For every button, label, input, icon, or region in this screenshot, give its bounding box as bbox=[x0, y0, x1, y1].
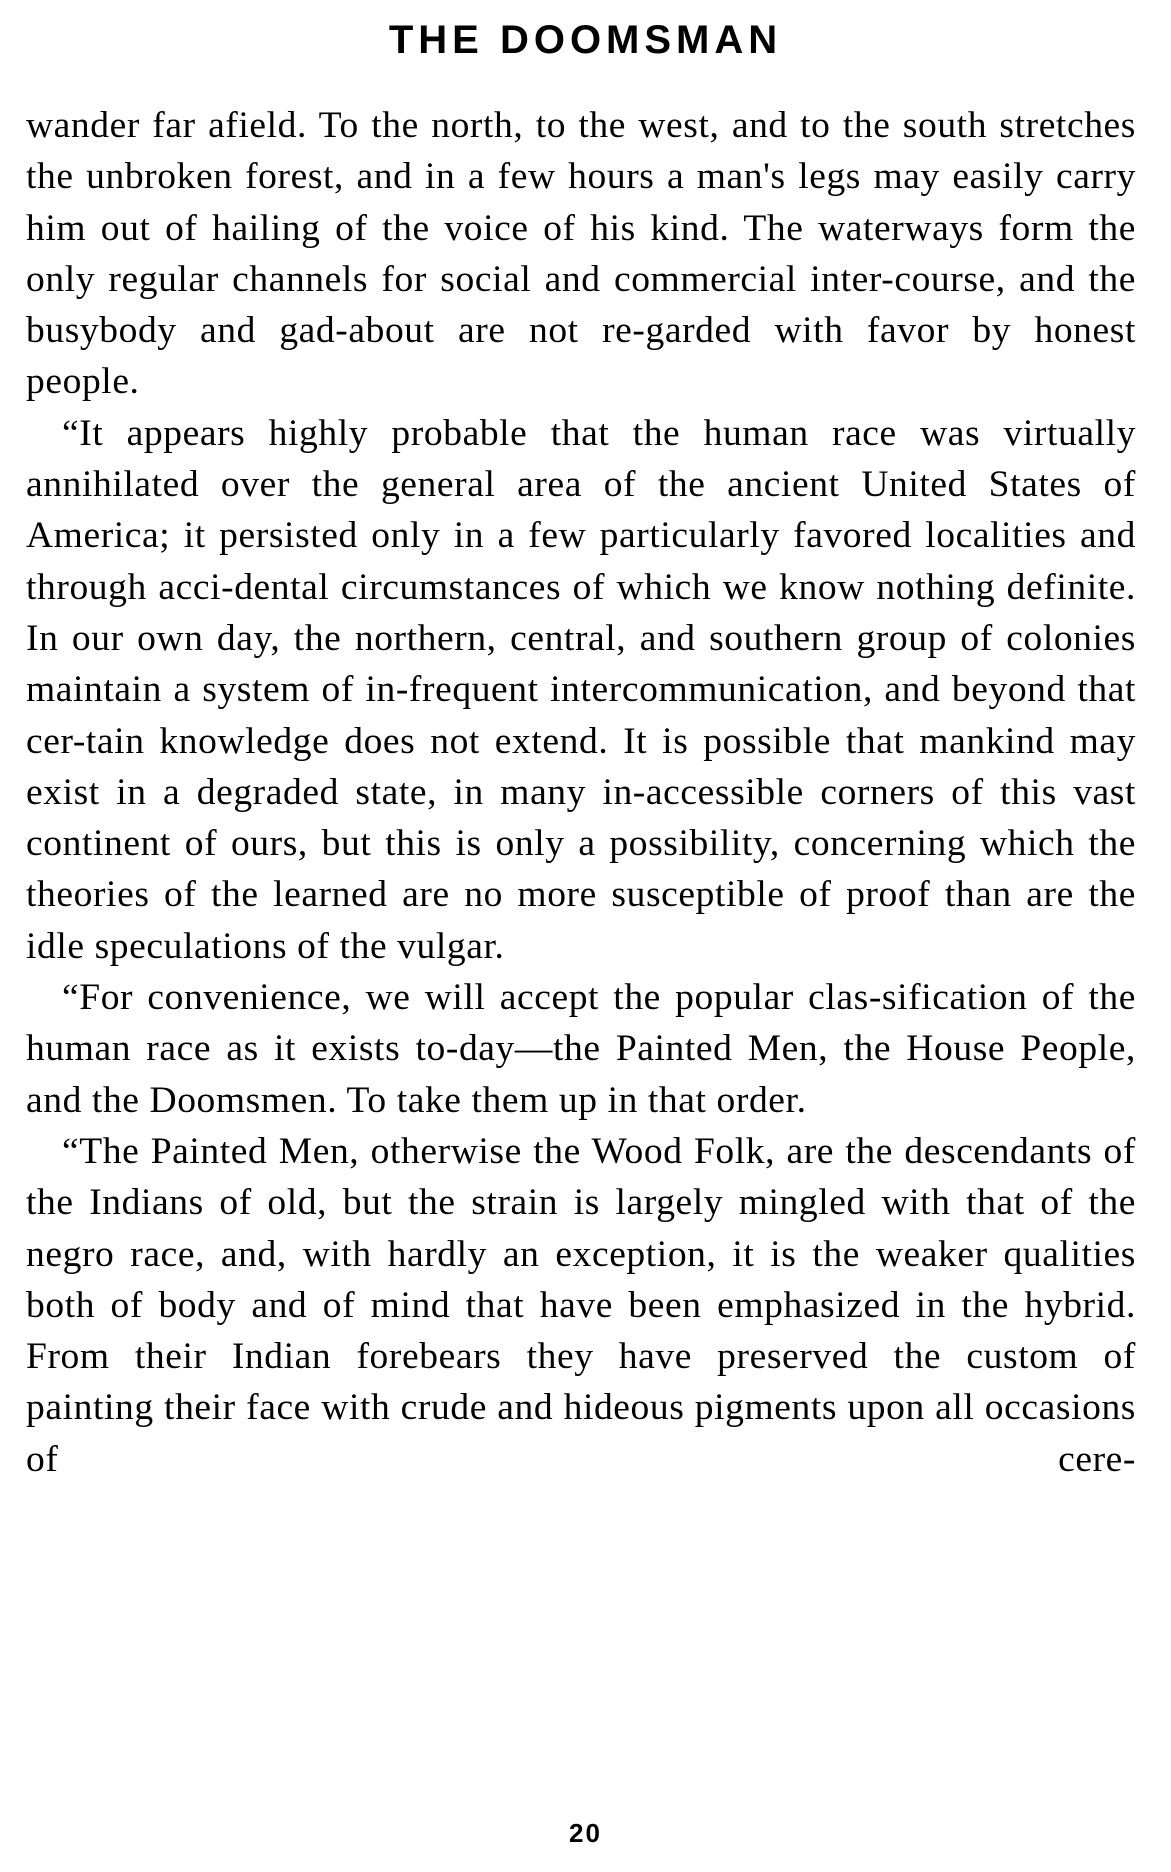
page-number: 20 bbox=[569, 1818, 602, 1848]
paragraph-1: wander far afield. To the north, to the west, and to the south stretches the unbroken forest, and in a few hours a man's legs may easily carry him out of hailing of the voice of his kind. The waterways form the only regular channels for social and commercial inter-course, and the busybody and gad-about are not re-garded with favor by honest people. bbox=[26, 105, 1136, 403]
running-head: THE DOOMSMAN bbox=[388, 18, 783, 62]
paragraph-2: “It appears highly probable that the human race was virtually annihilated over the general area of the ancient United States of America; it persisted only in a few particularly favored localities and through acci-dental circumstances of which we know nothing definite. In our own day, the northern, central, and southern group of colonies maintain a system of in-frequent intercommunication, and beyond that cer-tain knowledge does not extend. It is possible that mankind may exist in a degraded state, in many in-accessible corners of this vast continent of ours, but this is only a possibility, concerning which the theories of the learned are no more susceptible of proof than are the idle speculations of the vulgar. bbox=[26, 412, 1136, 967]
paragraph-4: “The Painted Men, otherwise the Wood Folk, are the descendants of the Indians of old, but the strain is largely mingled with that of the negro race, and, with hardly an exception, it is the weaker qualities both of body and of mind that have been emphasized in the hybrid. From their Indian forebears they have preserved the custom of painting their face with crude and hideous pigments upon all occasions of cere- bbox=[26, 1130, 1136, 1480]
body-text bbox=[26, 100, 1136, 1485]
paragraph-3: “For convenience, we will accept the popular clas-sification of the human race as it exists to-day—the Painted Men, the House People, and the Doomsmen. To take them up in that order. bbox=[26, 977, 1136, 1121]
